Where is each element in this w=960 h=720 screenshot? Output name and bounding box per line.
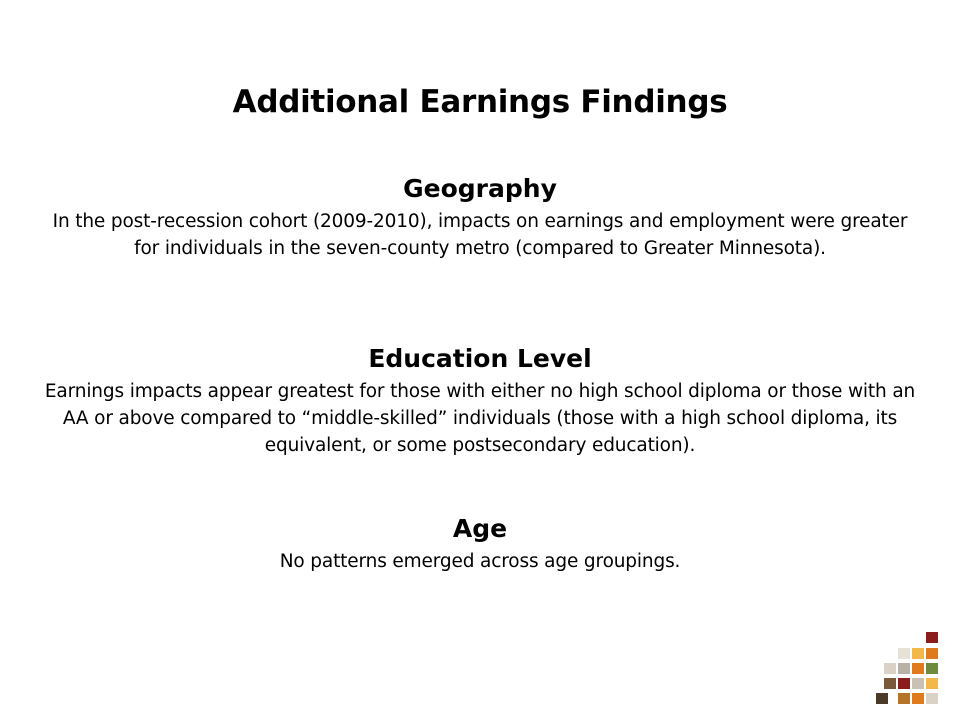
section-heading-age: Age [452, 514, 508, 543]
logo-square [912, 678, 924, 689]
logo-square [926, 663, 938, 674]
section-geography [40, 174, 920, 263]
section-body-age: No patterns emerged across age groupings. [279, 551, 681, 572]
logo-square [898, 678, 910, 689]
logo-square [912, 663, 924, 674]
section-body-geography: In the post-recession cohort (2009-2010), impacts on earnings and employment were greater for individuals in the seven-county metro (compared to Greater Minnesota). [52, 211, 908, 259]
section-heading-geography: Geography [403, 174, 557, 203]
logo-square [926, 648, 938, 659]
logo-square [926, 632, 938, 643]
section-education-level [40, 344, 920, 459]
logo-square [912, 693, 924, 704]
logo-square [884, 663, 896, 674]
logo-square [926, 678, 938, 689]
logo-square [876, 693, 888, 704]
logo-square [884, 678, 896, 689]
logo-square [898, 693, 910, 704]
page-title: Additional Earnings Findings [232, 84, 728, 120]
section-age [40, 514, 920, 576]
logo-square [912, 648, 924, 659]
logo-square [898, 663, 910, 674]
section-heading-education-level: Education Level [368, 344, 592, 373]
logo-square [926, 693, 938, 704]
mosaic-squares-logo-icon [876, 630, 960, 720]
section-body-education-level: Earnings impacts appear greatest for those with either no high school diploma or those with an AA or above compared to “middle-skilled” individuals (those with a high school diploma, its equivalent, or some postsecondary education). [44, 381, 916, 456]
logo-square [898, 648, 910, 659]
